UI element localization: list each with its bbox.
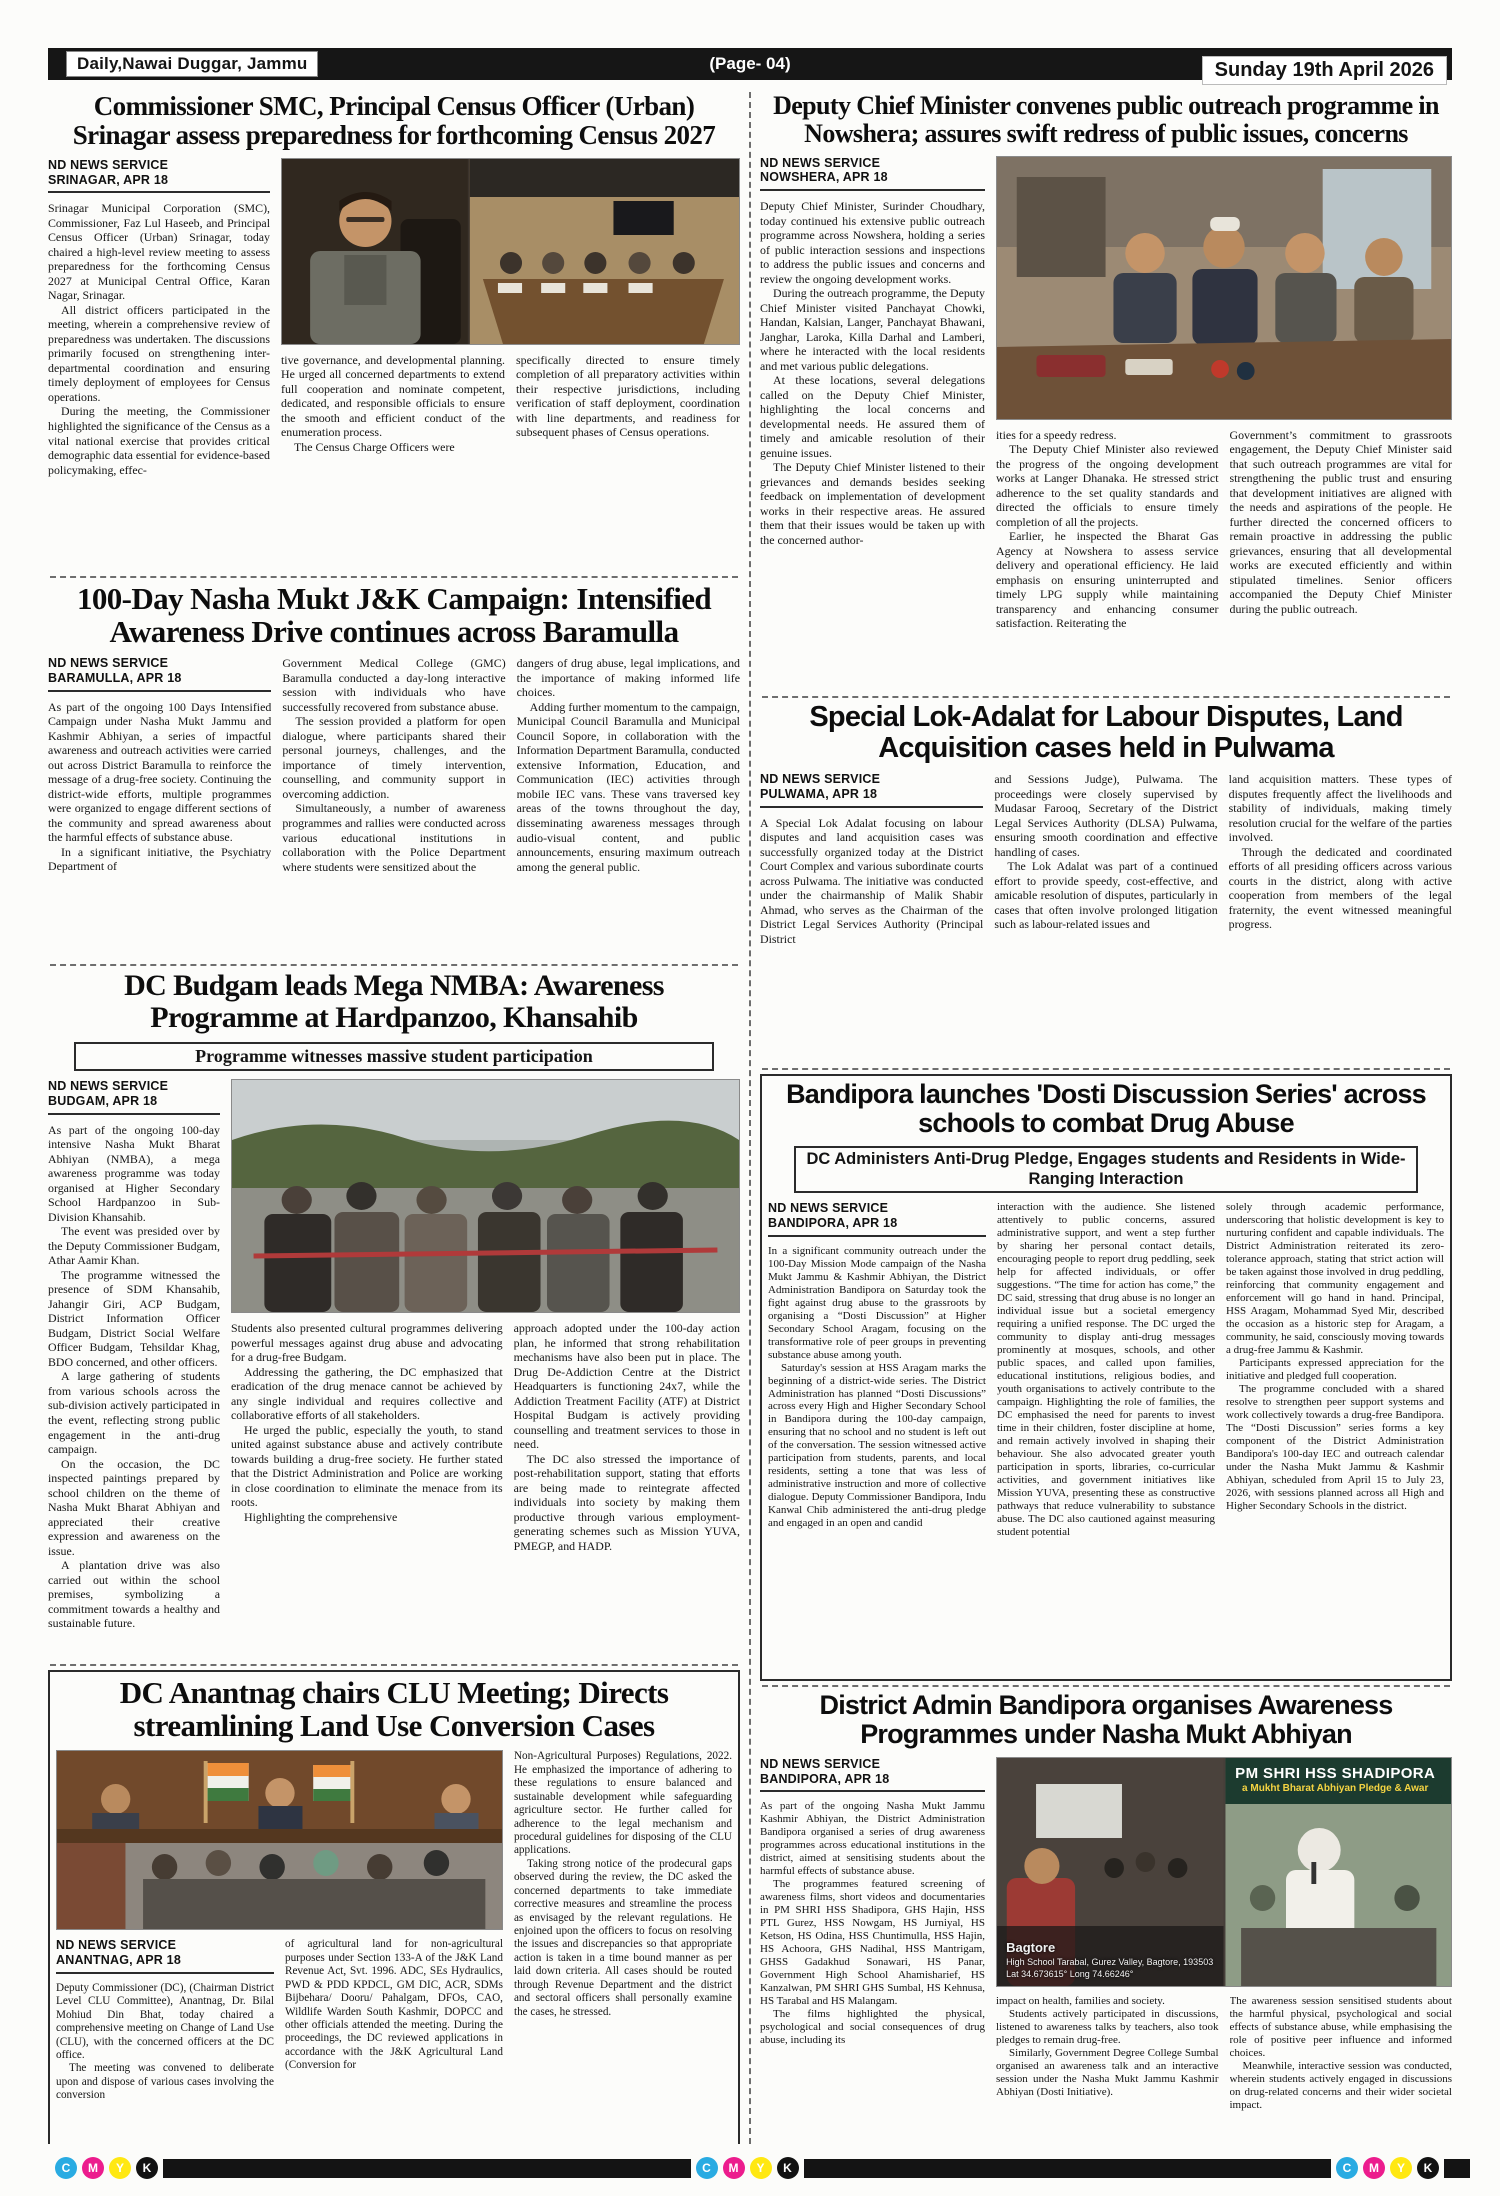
yellow-mark-icon: Y: [750, 2157, 772, 2179]
cyan-mark-icon: C: [55, 2157, 77, 2179]
article-text-column: ND NEWS SERVICE ANANTNAG, APR 18 Deputy Commissioner (DC), (Chairman District Level CLU Committee), Anantnag, Dr. Bilal Mohiud Din Bhat, today chaired a comprehensive meeting on Change of Land Use (CLU), with the concerned officers at the DC office. The meeting was convened to deliberate upon and dispose of various cases involving the conversion: [56, 1938, 274, 2102]
byline: ND NEWS SERVICE SRINAGAR, APR 18: [48, 158, 270, 194]
article-baramulla-campaign: [48, 582, 740, 960]
article-headline: Deputy Chief Minister convenes public outreach programme in Nowshera; assures swift redress of public issues, concerns: [773, 92, 1439, 148]
right-column-stack: [749, 92, 1452, 2144]
registration-bar: [1444, 2159, 1470, 2178]
masthead-bar: [48, 48, 1452, 80]
article-text-column: and Sessions Judge), Pulwama. The proceedings were closely supervised by Mudasar Farooq, Secretary of the District Legal Services Authority (DLSA) Pulwama, ensuring smooth coordination and effective handling of cases. The Lok Adalat was part of a continued effort to provide speedy, cost-effective, and amicable resolution of disputes, particularly in cases that often involve prolonged litigation such as labour-related issues and: [994, 772, 1218, 932]
bandipora-awareness-photo: [996, 1757, 1452, 1987]
paper-title: Daily,Nawai Duggar, Jammu: [66, 51, 318, 77]
article-text-column: tive governance, and developmental planning. He urged all concerned departments to extend full cooperation and nominate competent, dedicated, and responsible officials to ensure the smooth and efficient conduct of the enumeration process. The Census Charge Officers were: [281, 352, 505, 454]
article-text-column: interaction with the audience. She listened attentively to public concerns, assured administrative support, and went a step further by sharing her personal contact details, encouraging people to report drug peddling, seek help for affected individuals, or offer suggestions. “The time for action has come,” the DC said, stressing that drug abuse is no longer an individual issue but a societal emergency requiring a unified response. The DC urged the community to display anti-drug messages prominently at mosques, schools, and other public spaces, and called upon families, educational institutions, religious bodies, and youth organisations to actively contribute to the campaign. Highlighting the role of families, the DC emphasised the need for parents to invest time in their children, foster discipline at home, and remain actively involved in shaping their behaviour. She also advocated greater youth participation in sports, libraries, co-curricular activities, and government initiatives like Mission YUVA, presenting these as constructive pathways that reduce vulnerability to substance abuse. The DC also cautioned against measuring student potential: [997, 1201, 1215, 1538]
article-text-column: ND NEWS SERVICE NOWSHERA, APR 18 Deputy Chief Minister, Surinder Choudhary, today continued his extensive public outreach programme across Nowshera, holding a series of public interaction sessions and inspections to address the public issues and concerns and review the ongoing development works. During the outreach programme, the Deputy Chief Minister visited Panchayat Chowki, Handan, Kalsian, Langer, Panchayat Bhawani, Janghar, Laroka, Killa Darhal and Lamberi, where he interacted with the local residents and met various public delegations. At these locations, several delegations called on the Deputy Chief Minister, highlighting the local concerns and developmental needs. He assured them of timely and amicable resolution of their genuine issues. The Deputy Chief Minister listened to their grievances and demands besides seeking feedback on implementation of development works in their respective areas. He assured them that their issues would be taken up with the concerned author-: [760, 155, 985, 547]
article-divider: [762, 1685, 1450, 1687]
registration-bar: [804, 2159, 1332, 2178]
magenta-mark-icon: M: [723, 2157, 745, 2179]
article-divider: [50, 1664, 738, 1666]
article-text-column: ND NEWS SERVICE SRINAGAR, APR 18 Srinagar Municipal Corporation (SMC), Commissioner, Faz Lul Haseeb, and Principal Census Officer (Urban) Srinagar, today chaired a high-level review meeting to assess preparedness for the forthcoming Census 2027 at Municipal Central Office, Karan Nagar, Srinagar. All district officers participated in the meeting, wherein a comprehensive review of preparedness was undertaken. The discussions primarily focused on strengthening inter-departmental coordination and ensuring timely deployment of employees for Census operations. During the meeting, the Commissioner highlighted the significance of the Census as a vital national exercise that provides critical demographic data essential for evidence-based policymaking, effec-: [48, 157, 270, 477]
article-headline: 100-Day Nasha Mukt J&K Campaign: Intensified Awareness Drive continues across Baramulla: [76, 582, 712, 650]
article-text-column: ND NEWS SERVICE BANDIPORA, APR 18 In a significant community outreach under the 100-Day Mission Mode campaign of the Nasha Mukt Jammu & Kashmir Abhiyan, the District Administration Bandipora on Saturday took the fight against drug abuse to the grassroots by organising a “Dosti Discussion” at Higher Secondary School Aragam, focusing on the transformative role of peer groups in preventing substance abuse among youth. Saturday's session at HSS Aragam marks the beginning of a district-wide series. The District Administration has planned “Dosti Discussions” across every High and Higher Secondary School in Bandipora during the 100-day campaign, ensuring that no school and no student is left out of the conversation. The session witnessed active participation from students, parents, and local residents, setting a tone that was less of administrative instruction and more of collective dialogue. Deputy Commissioner Bandipora, Indu Kanwal Chib administered the anti-drug pledge and engaged in an open and candid: [768, 1201, 986, 1530]
article-bandipora-dosti: [760, 1074, 1452, 1681]
article-headline: District Admin Bandipora organises Awareness Programmes under Nasha Mukt Abhiyan: [819, 1691, 1393, 1749]
budgam-event-photo: [231, 1079, 740, 1313]
article-text-column: dangers of drug abuse, legal implications, and the importance of making informed life choices. Adding further momentum to the campaign, Municipal Council Baramulla and Municipal Council Sopore, in collaboration with the Information Department Baramulla, conducted extensive Information, Education, and Communication (IEC) activities through mobile IEC vans. These vans traversed key areas of the towns throughout the day, disseminating awareness messages through audio-visual content, and public announcements, ensuring maximum outreach among the general public.: [516, 656, 740, 874]
cyan-mark-icon: C: [1336, 2157, 1358, 2179]
black-mark-icon: K: [136, 2157, 158, 2179]
article-budgam-nmba: [48, 970, 740, 1660]
article-text-column: land acquisition matters. These types of disputes frequently affect the livelihoods and stability of individuals, making timely resolution crucial for the welfare of the parties involved. Through the dedicated and coordinated efforts of all presiding officers across various courts in the district, along with active cooperation from members of the legal fraternity, the event witnessed meaningful progress.: [1228, 772, 1452, 932]
article-text-column: ND NEWS SERVICE PULWAMA, APR 18 A Special Lok Adalat focusing on labour disputes and land acquisition cases was successfully organized today at the District Court Complex and various subordinate courts across Pulwama. The initiative was conducted under the chairmanship of Malik Shabir Ahmad, who serves as the Chairman of the District Legal Services Authority (Principal District: [760, 772, 984, 946]
article-kicker: Programme witnesses massive student participation: [74, 1042, 714, 1071]
photo-geotag: Bagtore High School Tarabal, Gurez Valley, Bagtore, 193503 Lat 34.673615° Long 74.66246°: [1006, 1940, 1214, 1979]
article-nowshera-outreach: [760, 92, 1452, 692]
photo-banner-title: PM SHRI HSS SHADIPORA: [1235, 1764, 1436, 1782]
article-divider: [50, 964, 738, 966]
article-text-column: ND NEWS SERVICE BARAMULLA, APR 18 As part of the ongoing 100 Days Intensified Campaign under Nasha Mukt Jammu and Kashmir Abhiyan, a series of impactful awareness and outreach activities were carried out across District Baramulla to reinforce the message of a drug-free society. Continuing the district-wide efforts, multiple programmes were organized to engage different sections of the community and spread awareness about the harmful effects of substance abuse. In a significant initiative, the Psychiatry Department of: [48, 656, 272, 874]
left-column-stack: [48, 92, 749, 2144]
article-anantnag-clu: [48, 1670, 740, 2144]
article-divider: [50, 576, 738, 578]
article-headline: Bandipora launches 'Dosti Discussion Series' across schools to combat Drug Abuse: [786, 1079, 1426, 1138]
article-pulwama-lok-adalat: [760, 702, 1452, 1064]
magenta-mark-icon: M: [1363, 2157, 1385, 2179]
article-text-column: specifically directed to ensure timely completion of all preparatory activities within their respective jurisdictions, including verification of staff deployment, coordination with line departments, and readiness for subsequent phases of Census operations.: [516, 352, 740, 440]
byline: ND NEWS SERVICE BANDIPORA, APR 18: [768, 1201, 986, 1237]
article-bandipora-awareness: [760, 1691, 1452, 2144]
article-text-column: ND NEWS SERVICE BUDGAM, APR 18 As part of the ongoing 100-day intensive Nasha Mukt Bharat Abhiyan (NMBA), a mega awareness programme was today organised at Higher Secondary School Hardpanzoo in Sub-Division Khansahib. The event was presided over by the Deputy Commissioner Budgam, Athar Aamir Khan. The programme witnessed the presence of SDM Khansahib, Jahangir Giri, ACP Budgam, District Information Officer Budgam, District Social Welfare Officer Budgam, Tehsildar Khag, BDO concerned, and other officers. A large gathering of students from various schools across the sub-division actively participated in the event, reflecting strong public engagement in the anti-drug campaign. On the occasion, the DC inspected paintings prepared by school children on the theme of Nasha Mukt Bharat Abhiyan and appreciated their creative expression and awareness on the issue. A plantation drive was also carried out within the school premises, symbolizing a commitment towards a healthy and sustainable future.: [48, 1079, 220, 1631]
byline: ND NEWS SERVICE PULWAMA, APR 18: [760, 772, 983, 808]
article-text-column: The awareness session sensitised students about the harmful physical, psychological and social effects of substance abuse, while emphasising the role of positive peer influence and informed choices. Meanwhile, interactive session was conducted, wherein students actively engaged in discussions on drug-related concerns and their wider societal impact.: [1229, 1994, 1452, 2111]
article-headline: Special Lok-Adalat for Labour Disputes, Land Acquisition cases held in Pulwama: [809, 702, 1403, 765]
article-text-column: solely through academic performance, underscoring that holistic development is key to nurturing confident and capable individuals. The District Administration reiterated its zero-tolerance approach, stating that strict action will be taken against those involved in drug peddling, reinforcing that community engagement and enforcement will go hand in hand. Principal, HSS Aragam, Mohammad Syed Mir, described the occasion as a historic step for Aragam, a community, he said, consciously moving towards a drug-free Jammu & Kashmir. Participants expressed appreciation for the initiative and pledged full cooperation. The programme concluded with a shared resolve to strengthen peer support systems and work collectively towards a drug-free Bandipora. The “Dosti Discussion” series forms a key component of the District Administration Bandipora's 100-day IEC and outreach calendar under the Nasha Mukt Jammu & Kashmir Abhiyan, scheduled from April 15 to July 23, 2026, with sessions planned across all High and Higher Secondary Schools in the district.: [1226, 1201, 1444, 1512]
photo-illustration: [282, 159, 739, 344]
yellow-mark-icon: Y: [1390, 2157, 1412, 2179]
black-mark-icon: K: [1417, 2157, 1439, 2179]
article-text-column: Government’s commitment to grassroots engagement, the Deputy Chief Minister said that such outreach programmes are vital for strengthening the public trust and ensuring that development initiatives are aligned with the needs and aspirations of the people. He further directed the concerned officers to remain proactive in addressing the public grievances, ensuring that all developmental works are executed efficiently and within stipulated timelines. Senior officers accompanied the Deputy Chief Minister during the public outreach.: [1229, 427, 1452, 616]
byline: ND NEWS SERVICE BUDGAM, APR 18: [48, 1079, 220, 1115]
article-census-srinagar: [48, 92, 740, 572]
anantnag-meeting-photo: [56, 1750, 503, 1930]
photo-banner: [1229, 1762, 1442, 1798]
issue-date: Sunday 19th April 2026: [1203, 57, 1446, 84]
registration-bar: [163, 2159, 691, 2178]
photo-illustration: [232, 1080, 739, 1312]
article-text-column: of agricultural land for non-agricultural purposes under Section 133-A of the J&K Land Revenue Act, Svt. 1996. ADC, SEs Hydraulics, PWD & PDD KPDCL, GM DIC, ACR, SDMs Bijbehara/ Dooru/ Pahalgam, DFOs, CAO, Wildlife Warden South Kashmir, DOPCC and other officials attended the meeting. During the proceedings, the DC reviewed applications in accordance with the J&K Agricultural Land (Conversion for: [284, 1938, 503, 2072]
article-text-column: Students also presented cultural programmes delivering powerful messages against drug abuse and advocating for a drug-free Budgam. Addressing the gathering, the DC emphasized that eradication of the drug menace cannot be achieved by any single individual and requires collective and collaborative efforts of all stakeholders. He urged the public, especially the youth, to stand united against substance abuse and actively contribute towards building a drug-free society. He further stated that the District Administration and Police are working in close coordination to eliminate the menace from its roots. Highlighting the comprehensive: [231, 1321, 503, 1524]
article-text-column: approach adopted under the 100-day action plan, he informed that strong rehabilitation mechanisms have also been put in place. The Drug De-Addiction Centre at the District Headquarters is functioning 24x7, while the Addiction Treatment Facility (ATF) at District Hospital Budgam is actively providing counselling and treatment services to those in need. The DC also stressed the importance of post-rehabilitation support, stating that efforts are being made to reintegrate affected individuals into society by making them productive through various employment-generating schemes such as Mission YUVA, PMEGP, and HADP.: [513, 1321, 740, 1553]
page-content: [48, 92, 1452, 2144]
article-divider: [762, 696, 1450, 698]
photo-banner-subtitle: a Mukht Bharat Abhiyan Pledge & Awar: [1242, 1782, 1429, 1794]
black-mark-icon: K: [777, 2157, 799, 2179]
article-text-column: impact on health, families and society. Students actively participated in discussions, listened to awareness talks by teachers, also took pledges to remain drug-free. Similarly, Government Degree College Sumbal organised an awareness talk and an interactive session under the Nasha Mukt Jammu Kashmir Abhiyan (Dosti Initiative).: [996, 1994, 1219, 2098]
article-text-column: Non-Agricultural Purposes) Regulations, 2022. He emphasized the importance of adhering to these regulations to ensure balanced and sustainable development while safeguarding agriculture sector. He further called for adherence to the legal mechanism and procedural guidelines for disposing of the CLU applications. Taking strong notice of the prodecural gaps observed during the review, the DC asked the concerned departments to take immediate corrective measures and streamline the process as envisaged by the relevant regulations. He enjoined upon the officers to focus on resolving the issues and discrepancies so that appropriate action is taken in a time bound manner as per laid down criteria. All cases should be routed through Revenue Department and the district and sectoral officers shall personally examine the cases, he stressed.: [513, 1750, 732, 2018]
photo-illustration: [57, 1751, 502, 1929]
byline: ND NEWS SERVICE NOWSHERA, APR 18: [760, 156, 985, 192]
photo-illustration: [997, 157, 1451, 419]
yellow-mark-icon: Y: [109, 2157, 131, 2179]
article-kicker: DC Administers Anti-Drug Pledge, Engages students and Residents in Wide-Ranging Interaction: [794, 1146, 1418, 1194]
article-divider: [762, 1068, 1450, 1070]
article-headline: DC Budgam leads Mega NMBA: Awareness Programme at Hardpanzoo, Khansahib: [124, 970, 664, 1035]
byline: ND NEWS SERVICE ANANTNAG, APR 18: [56, 1938, 274, 1974]
article-text-column: Government Medical College (GMC) Baramulla conducted a day-long interactive session with individuals who have successfully recovered from substance abuse. The session provided a platform for open dialogue, where participants shared their personal journeys, challenges, and the importance of timely intervention, counselling, and community support in overcoming addiction. Simultaneously, a number of awareness programmes and rallies were conducted across various educational institutions in collaboration with the Police Department where students were sensitized about the: [282, 656, 506, 874]
byline: ND NEWS SERVICE BANDIPORA, APR 18: [760, 1757, 985, 1793]
article-text-column: ND NEWS SERVICE BANDIPORA, APR 18 As part of the ongoing Nasha Mukt Jammu Kashmir Abhiyan, the District Administration Bandipora organised a series of drug awareness programmes across educational institutions in the district, aimed at sensitising students about the harmful effects of substance abuse. The programmes featured screening of awareness films, short videos and documentaries in PM SHRI HSS Shadipora, GHS Hajin, HSS PTL Gurez, HSS Nowgam, HS Jurniyal, HS Ketson, HS Odina, HSS Chuntimulla, HSS Hajin, HS Achoora, GHS Nadihal, HSS Mantrigam, GHSS Gadakhud Sonawari, HS Panar, Government High School Ahamisharief, HS Kanzalwan, PM SHRI GHS Sumbal, HS Kehnusa, HS Tarabal and HS Malangam. The films highlighted the physical, psychological and social consequences of drug abuse, including its: [760, 1756, 985, 2046]
article-text-column: ities for a speedy redress. The Deputy Chief Minister also reviewed the progress of the ongoing development works at Langer Dhanaka. He stressed strict adherence to the set quality standards and directed the officials to ensure timely completion of all the projects. Earlier, he inspected the Bharat Gas Agency at Nowshera to assess service delivery and operational efficiency. He laid emphasis on ensuring uninterrupted and timely LPG supply while maintaining transparency and enhancing consumer satisfaction. Reiterating the: [996, 427, 1219, 631]
cyan-mark-icon: C: [696, 2157, 718, 2179]
byline: ND NEWS SERVICE BARAMULLA, APR 18: [48, 656, 271, 692]
census-meeting-photo: [281, 158, 740, 345]
article-headline: Commissioner SMC, Principal Census Officer (Urban) Srinagar assess preparedness for forthcoming Census 2027: [72, 92, 716, 150]
article-headline: DC Anantnag chairs CLU Meeting; Directs streamlining Land Use Conversion Cases: [119, 1675, 669, 1744]
print-registration-marks: [55, 2156, 1470, 2180]
magenta-mark-icon: M: [82, 2157, 104, 2179]
page-number: (Page- 04): [709, 54, 791, 73]
nowshera-delegation-photo: [996, 156, 1452, 420]
